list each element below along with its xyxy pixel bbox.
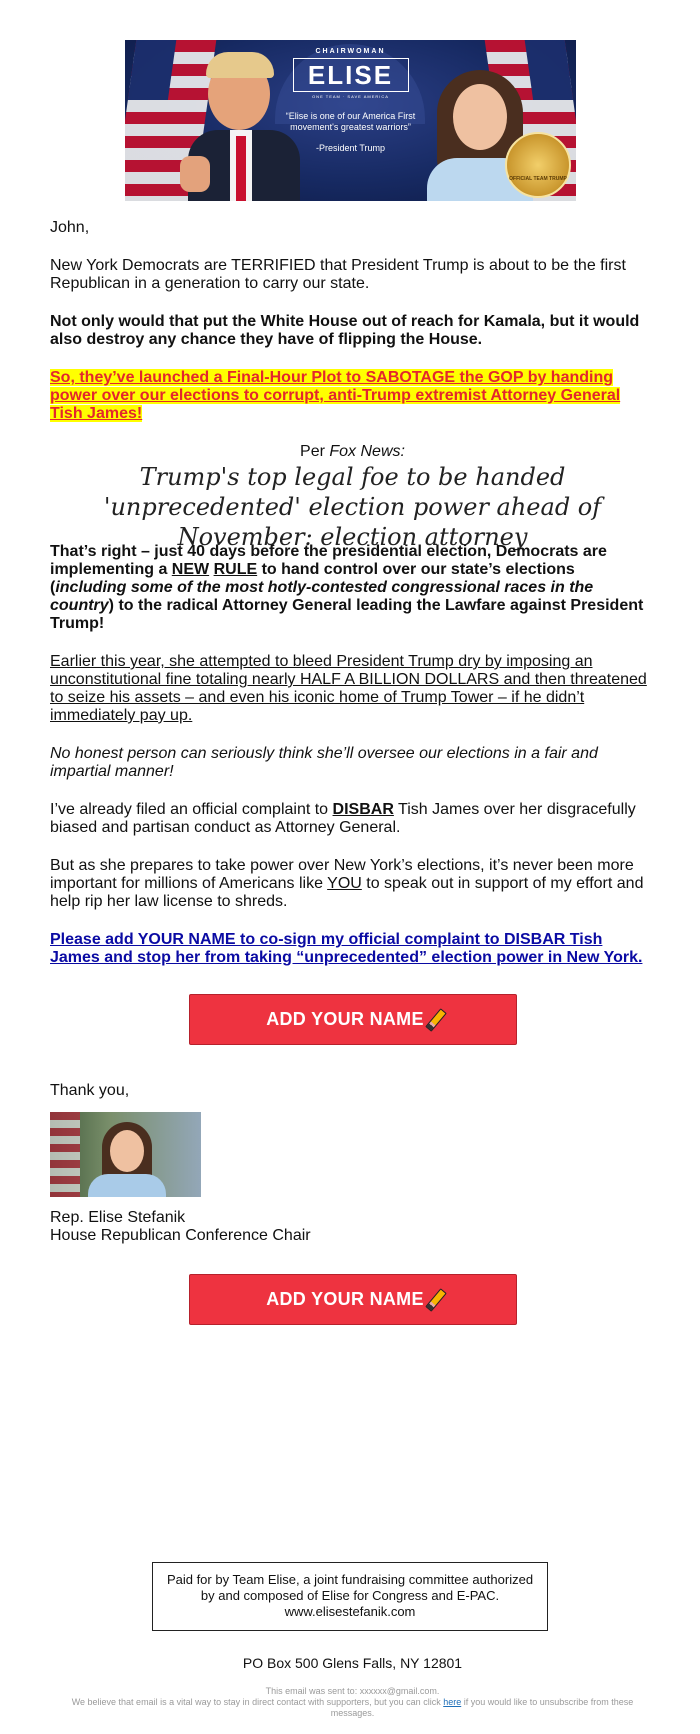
paragraph-3	[50, 369, 655, 423]
sign-off: Thank you,	[50, 1082, 130, 1099]
paid-for-disclaimer: Paid for by Team Elise, a joint fundraising committee authorized by and composed of Elise for Congress and E-PAC. www.elisestefanik.com	[152, 1562, 548, 1631]
header-banner-image	[125, 40, 576, 201]
banner-tagline: ONE TEAM · SAVE AMERICA	[312, 94, 389, 99]
signer-photo	[50, 1112, 201, 1197]
trump-photo	[180, 50, 300, 201]
add-your-name-button-2[interactable]: ADD YOUR NAME	[189, 1274, 517, 1325]
add-your-name-button[interactable]: ADD YOUR NAME	[189, 994, 517, 1045]
banner-quote: “Elise is one of our America First movement's greatest warriors”	[285, 111, 416, 132]
source-line: Per Fox News:	[300, 443, 405, 460]
banner-brand	[285, 48, 416, 153]
paragraph-6: No honest person can seriously think she’ll oversee our elections in a fair and impartial manner!	[50, 745, 598, 780]
news-headline: Trump's top legal foe to be handed 'unprecedented' election power ahead of November: election attorney	[103, 463, 602, 551]
paragraph-8: But as she prepares to take power over New York’s elections, it’s never been more important for millions of Americans like YOU to speak out in support of my effort and help rip her law license to shreds.	[50, 857, 644, 910]
team-trump-seal-icon: OFFICIAL TEAM TRUMP	[505, 132, 571, 198]
source-name: Fox News:	[329, 443, 405, 460]
unsubscribe-notice: We believe that email is a vital way to stay in direct contact with supporters, but you can click here if you would like to unsubscribe from these messages.	[71, 1697, 634, 1718]
sent-to-notice: This email was sent to: xxxxxx@gmail.com.	[265, 1686, 440, 1696]
banner-quote-attribution: -President Trump	[315, 143, 386, 153]
signer-name: Rep. Elise Stefanik	[50, 1209, 186, 1226]
greeting: John,	[50, 219, 90, 236]
signer-title: House Republican Conference Chair	[50, 1227, 311, 1244]
highlighted-text: So, they’ve launched a Final-Hour Plot to SABOTAGE the GOP by handing power over our elections to corrupt, anti-Trump extremist Attorney General Tish James!	[50, 369, 621, 422]
banner-logo: ELISE	[293, 58, 409, 92]
paragraph-2: Not only would that put the White House out of reach for Kamala, but it would also destroy any chance they have of flipping the House.	[50, 313, 640, 348]
cosign-link-paragraph	[50, 931, 655, 967]
disbar-emphasis: DISBAR	[332, 801, 394, 818]
banner-chair-label: CHAIRWOMAN	[315, 48, 386, 55]
mailing-address: PO Box 500 Glens Falls, NY 12801	[242, 1655, 463, 1671]
paragraph-4: That’s right – just 40 days before the presidential election, Democrats are implementing a NEW RULE to hand control over our state’s elections (including some of the most hotly-contested congressional races in the country) to the radical Attorney General leading the Lawfare against President Trump!	[50, 543, 644, 632]
paragraph-7: I’ve already filed an official complaint to DISBAR Tish James over her disgracefully biased and partisan conduct as Attorney General.	[50, 801, 636, 836]
cosign-link[interactable]: Please add YOUR NAME to co-sign my official complaint to DISBAR Tish James and stop her from taking “unprecedented” election power in New York.	[50, 931, 643, 966]
paragraph-1: New York Democrats are TERRIFIED that President Trump is about to be the first Republican in a generation to carry our state.	[50, 257, 626, 292]
unsubscribe-link[interactable]: here	[443, 1697, 462, 1707]
paragraph-5: Earlier this year, she attempted to bleed President Trump dry by imposing an unconstitutional fine totaling nearly HALF A BILLION DOLLARS and then threatened to seize his assets – and even his iconic home of Trump Tower – if he didn’t immediately pay up.	[50, 653, 647, 724]
pencil-icon	[425, 1008, 447, 1032]
pencil-icon	[425, 1288, 447, 1312]
